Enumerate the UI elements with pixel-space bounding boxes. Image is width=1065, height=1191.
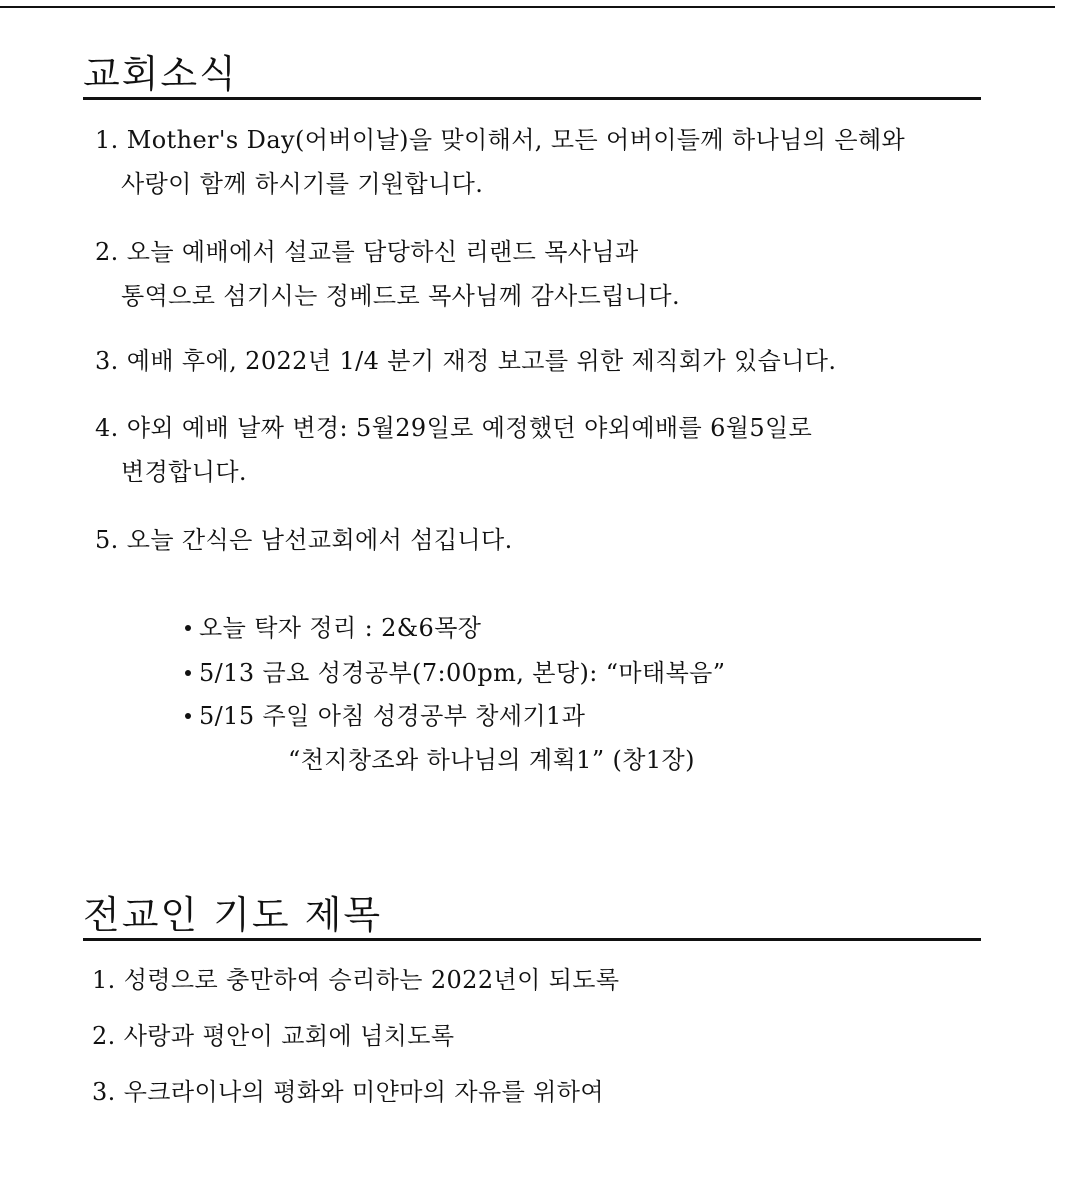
bullet-dot-icon [185,625,191,631]
news-item-3 [95,339,836,383]
bullet-item-2-text: 5/13 금요 성경공부(7:00pm, 본당): “마태복음” [199,659,726,687]
news-item-1-text-cont: 사랑이 함께 하시기를 기원합니다. [121,170,484,198]
prayer-item-2: 2. 사랑과 평안이 교회에 넘치도록 [92,1022,455,1050]
prayer-section-title: 전교인 기도 제목 [83,893,383,937]
news-item-2-text-cont: 통역으로 섬기시는 정베드로 목사님께 감사드립니다. [121,282,680,310]
news-item-4-text-cont: 변경합니다. [121,458,247,486]
bullet-item-3 [185,696,585,736]
news-item-4-number: 4. [95,414,119,442]
prayer-section-underline [83,938,981,941]
news-item-2 [95,230,680,318]
news-item-5 [95,518,513,562]
bullet-dot-icon [185,670,191,676]
bullet-item-1 [185,608,481,648]
news-item-5-text: 오늘 간식은 남선교회에서 섬깁니다. [126,526,513,554]
prayer-item-1: 1. 성령으로 충만하여 승리하는 2022년이 되도록 [92,966,620,994]
news-item-4-text: 야외 예배 날짜 변경: 5월29일로 예정했던 야외예배를 6월5일로 [126,414,813,442]
news-item-3-text: 예배 후에, 2022년 1/4 분기 재정 보고를 위한 제직회가 있습니다. [126,347,837,375]
news-item-4 [95,406,812,494]
news-item-1-number: 1. [95,126,119,154]
bullet-item-3-text-cont: “천지창조와 하나님의 계획1” (창1장) [288,746,695,774]
news-item-3-number: 3. [95,347,119,375]
bullet-item-3-text: 5/15 주일 아침 성경공부 창세기1과 [199,702,586,730]
news-item-5-number: 5. [95,526,119,554]
news-item-1-text: Mother's Day(어버이날)을 맞이해서, 모든 어버이들께 하나님의 은혜와 [126,126,906,154]
news-item-2-text: 오늘 예배에서 설교를 담당하신 리랜드 목사님과 [126,238,639,266]
news-section-title: 교회소식 [83,52,238,96]
bullet-dot-icon [185,713,191,719]
news-section-underline [83,97,981,100]
bullet-item-2 [185,653,725,693]
prayer-item-3: 3. 우크라이나의 평화와 미얀마의 자유를 위하여 [92,1078,604,1106]
news-item-1 [95,118,905,206]
top-border-line [0,6,1055,8]
bullet-item-1-text: 오늘 탁자 정리 : 2&6목장 [199,614,482,642]
news-item-2-number: 2. [95,238,119,266]
